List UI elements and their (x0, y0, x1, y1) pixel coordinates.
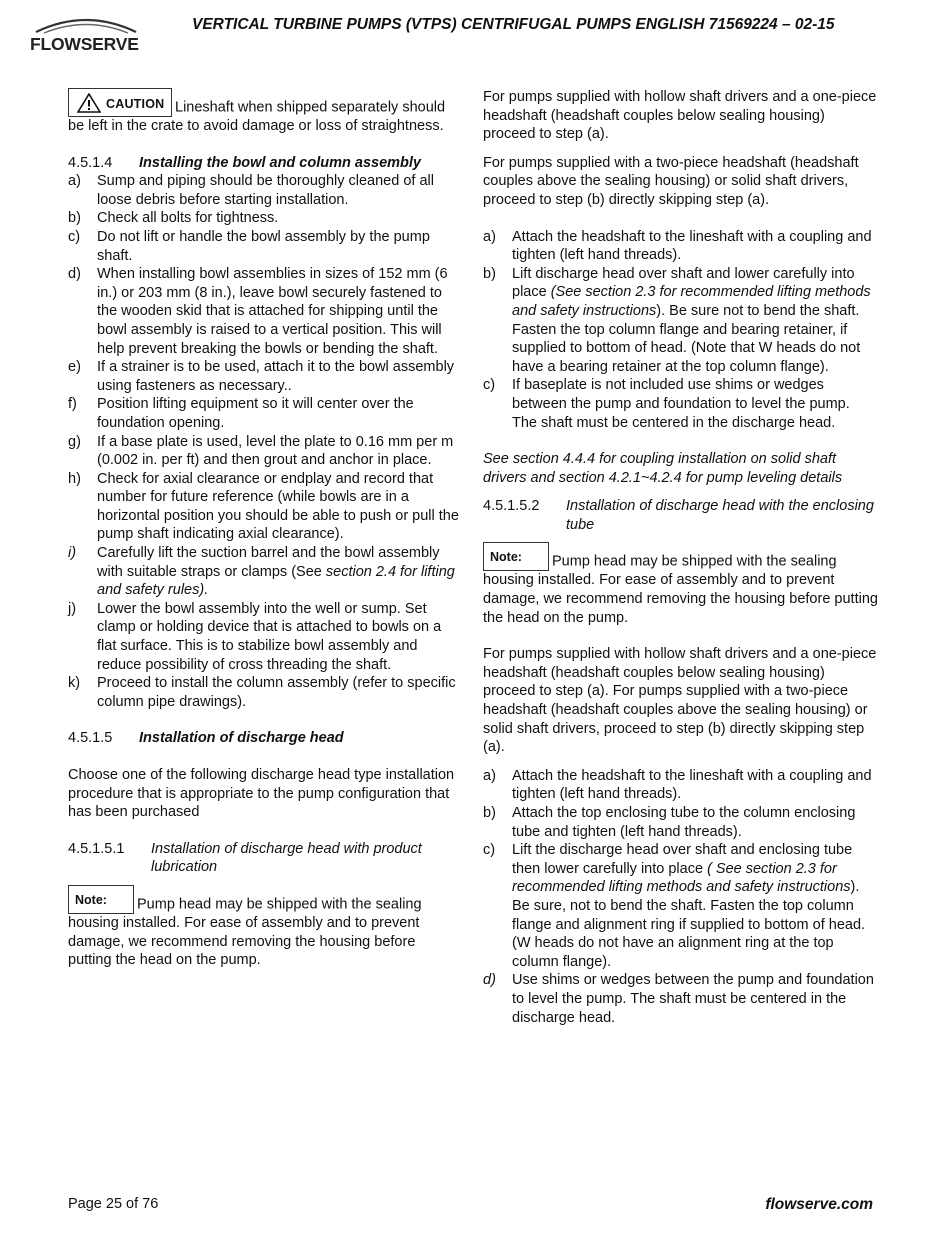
list-item: b) Attach the top enclosing tube to the column enclosing tube and tighten (left hand threads). (483, 805, 856, 840)
caution-label: CAUTION (106, 97, 165, 111)
list-item: k) Proceed to install the column assembly (refer to specific column pipe drawings). (68, 675, 456, 710)
section-4-5-1-5-heading (68, 729, 460, 748)
list-item: d) Use shims or wedges between the pump and foundation to level the pump. The shaft must be centered in the discharge head. (483, 972, 874, 1026)
list-item: b) Check all bolts for tightness. (68, 210, 279, 227)
section-title: Installation of discharge head (139, 730, 344, 747)
note-text: Pump head may be shipped with the sealing housing installed. For ease of assembly and to prevent damage, we recommend removing the housing before putting the head on the pump. (68, 896, 422, 969)
list-item: c) If baseplate is not included use shims or wedges between the pump and foundation to level the pump. The shaft must be centered in the discharge head. (483, 377, 850, 431)
logo-swoosh-icon (34, 14, 138, 36)
enclosing-tube-steps (483, 767, 878, 1027)
section-4-5-1-5-1-heading (68, 840, 460, 877)
list-item: a) Attach the headshaft to the lineshaft with a coupling and tighten (left hand threads). (483, 767, 872, 803)
list-item: e) If a strainer is to be used, attach it to the bowl assembly using fasteners as necessary.. (68, 359, 455, 394)
caution-label-box (68, 88, 172, 117)
section-number: 4.5.1.5.2 (483, 498, 540, 515)
page-number: Page 25 of 76 (68, 1196, 159, 1212)
website-link[interactable]: flowserve.com (765, 1196, 873, 1213)
warning-triangle-icon (77, 93, 101, 113)
logo-wordmark: FLOWSERVE (30, 34, 139, 54)
note-paragraph (68, 885, 460, 970)
paragraph: For pumps supplied with hollow shaft drivers and a one-piece headshaft (headshaft couples below sealing housing) proceed to step (a). (483, 89, 877, 143)
caution-text: Lineshaft when shipped separately should be left in the crate to avoid damage or loss of straightness. (68, 99, 446, 134)
list-item: h) Check for axial clearance or endplay and record that number for future reference (while bowls are in a horizontal position you should be able to push or pull the pump shaft indicating axial clearance). (68, 470, 459, 543)
note-text: Pump head may be shipped with the sealing housing installed. For ease of assembly and to prevent damage, we recommend removing the housing before putting the head on the pump. (483, 553, 878, 626)
paragraph: For pumps supplied with a two-piece headshaft (headshaft couples above the sealing housing) or solid shaft drivers, proceed to step (b) directly skipping step (a). (483, 154, 859, 208)
discharge-head-steps (483, 228, 878, 433)
section-title: Installation of discharge head with the enclosing tube (566, 498, 874, 533)
list-item: c) Do not lift or handle the bowl assembly by the pump shaft. (68, 228, 430, 264)
list-item: c) Lift the discharge head over shaft and enclosing tube then lower carefully into place ( See section 2.3 for recommended lifting methods and safety instructions). Be sure, not to bend the shaft. Fasten the top column flange and alignment ring if supplied to bottom of head. (W heads do not have an alignment ring at the top column flange). (483, 842, 866, 970)
section-number: 4.5.1.4 (68, 154, 113, 171)
right-column (483, 88, 878, 1027)
note-label-box (483, 542, 549, 571)
section-title: Installation of discharge head with product lubrication (151, 840, 422, 876)
list-item: a) Sump and piping should be thoroughly cleaned of all loose debris before starting installation. (68, 173, 434, 208)
caution-paragraph (68, 88, 460, 136)
list-item: g) If a base plate is used, level the plate to 0.16 mm per m (0.002 in. per ft) and then grout and anchor in place. (68, 433, 454, 469)
discharge-head-intro: Choose one of the following discharge head type installation procedure that is appropriate to the pump configuration that has been purchased (68, 767, 455, 821)
list-item: j) Lower the bowl assembly into the well or sump. Set clamp or holding device that is attached to bowls on a flat surface. This is to stabilize bowl assembly and reduce possibility of cross threading the shaft. (68, 600, 442, 673)
bowl-assembly-steps (68, 172, 460, 711)
note-label-box (68, 885, 134, 914)
list-item: f) Position lifting equipment so it will center over the foundation opening. (68, 396, 414, 431)
section-number: 4.5.1.5 (68, 730, 113, 747)
list-item: b) Lift discharge head over shaft and lower carefully into place (See section 2.3 for recommended lifting methods and safety instructions). Be sure not to bend the shaft. Fasten the top column flange and bearing retainer, if supplied to bottom of head. (Note that W heads do not have a bearing retainer at the top column flange). (483, 265, 871, 375)
flowserve-logo (30, 14, 142, 56)
section-4-5-1-5-2-heading (483, 497, 878, 534)
list-item: a) Attach the headshaft to the lineshaft with a coupling and tighten (left hand threads). (483, 228, 872, 264)
list-item: d) When installing bowl assemblies in sizes of 152 mm (6 in.) or 203 mm (8 in.), leave bowl securely fastened to the wooden skid that is attached for shipping until the bowl assembly is raised to a vertical position. This will help prevent breaking the bowls or bending the shaft. (68, 266, 448, 357)
section-title: Installing the bowl and column assembly (139, 154, 421, 171)
paragraph: For pumps supplied with hollow shaft drivers and a one-piece headshaft (headshaft couples below sealing housing) proceed to step (a). For pumps supplied with a two-piece headshaft (headshaft couples above the sealing housing) or solid shaft drivers, proceed to step (b) directly skipping step (a). (483, 646, 877, 756)
note-paragraph (483, 542, 878, 627)
document-title: VERTICAL TURBINE PUMPS (VTPS) CENTRIFUGAL PUMPS ENGLISH 71569224 – 02-15 (192, 16, 835, 33)
note-label: Note: (490, 550, 522, 565)
left-column (68, 88, 460, 970)
note-label: Note: (75, 892, 107, 907)
section-number: 4.5.1.5.1 (68, 840, 125, 857)
section-4-5-1-4-heading (68, 154, 460, 173)
see-section-note: See section 4.4.4 for coupling installation on solid shaft drivers and section 4.2.1~4.2.4 for pump leveling details (483, 451, 843, 486)
list-item: i) Carefully lift the suction barrel and the bowl assembly with suitable straps or clamps (See section 2.4 for lifting and safety rules). (68, 545, 455, 599)
